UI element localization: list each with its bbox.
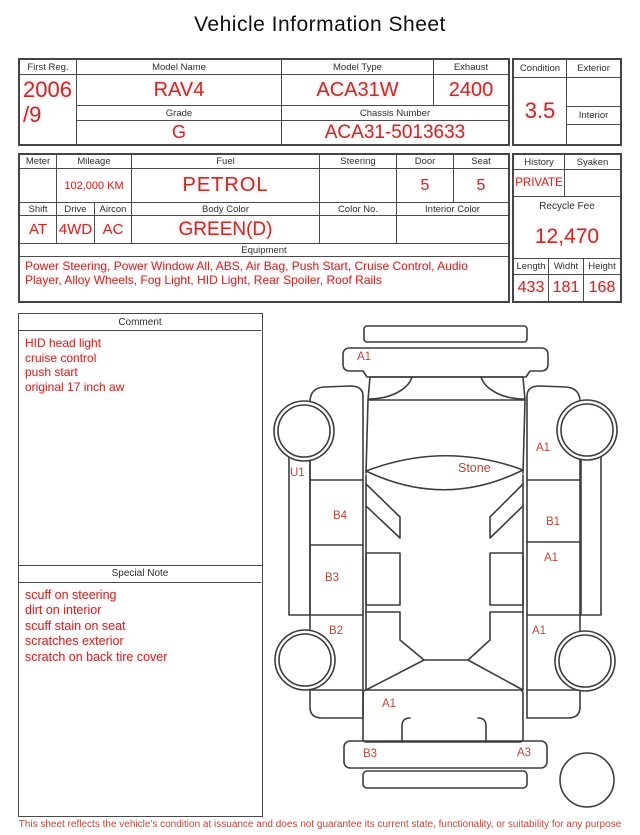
grade-label: Grade [77,106,282,121]
chassis-number-value: ACA31-5013633 [324,121,466,143]
condition-label: Condition [514,60,567,78]
interior-color-label: Interior Color [397,203,508,216]
special-note-line: scratch on back tire cover [25,649,168,664]
history-value: PRIVATE [514,170,565,197]
meter-value [20,169,57,203]
damage-label-rear-bumper-right: A3 [517,747,532,759]
top-info-table [18,58,510,146]
special-note-box [18,565,263,818]
height-label: Height [584,259,620,275]
left-rear-fender-shape [310,690,363,718]
front-right-wheel-icon [557,400,617,460]
chassis-number-label: Chassis Number [282,106,508,121]
front-left-wheel-icon [274,401,334,461]
exhaust-value: 2400 [434,75,508,106]
right-a-pillar-shape [490,484,523,538]
comment-text [19,331,261,399]
disclaimer-text: This sheet reflects the vehicle's condition at issuance and does not guarantee its current state, functionality, or suitability for any purpose [18,819,622,830]
damage-label-right-front-door: B1 [546,516,561,528]
special-note-line: scratches exterior [25,634,124,648]
length-value: 433 [514,275,549,301]
special-note-line: dirt on interior [25,603,102,617]
front-bumper-shape [343,348,548,377]
shift-label: Shift [20,203,57,216]
recycle-fee-value: 12,470 [514,215,620,259]
length-label: Length [514,259,549,275]
recycle-fee-label: Recycle Fee [539,200,595,212]
right-roof-rail-shape [490,553,523,605]
body-color-label: Body Color [132,203,320,216]
rear-glass-shape [468,660,523,690]
condition-value: 3.5 [514,78,567,144]
damage-label-right-rear-fender: A1 [532,625,547,637]
exhaust-label: Exhaust [434,60,508,75]
rear-bumper-lower-shape [363,771,527,788]
drive-value: 4WD [57,216,95,244]
left-headlight-arc [369,377,412,399]
model-type-label: Model Type [282,60,434,75]
left-sill-shape [289,457,310,615]
page-title: Vehicle Information Sheet [194,13,446,36]
door-label: Door [397,155,454,169]
right-sill-shape [581,457,601,615]
syaken-label: Syaken [565,155,620,170]
comment-line: cruise control [25,350,97,365]
door-value: 5 [397,169,454,203]
comment-line: original 17 inch aw [25,379,125,394]
first-reg-year: 2006 [23,77,72,102]
damage-label-front-bumper: A1 [357,351,372,363]
grade-value: G [77,121,282,144]
special-note-label: Special Note [19,566,261,583]
car-damage-diagram [268,318,620,814]
left-roof-rail-shape [366,553,400,605]
damage-label-left-sill: U1 [290,467,305,479]
special-note-line: scuff on steering [25,587,117,602]
width-value: 181 [549,275,584,301]
first-reg-value [20,75,77,144]
model-type-value: ACA31W [282,75,434,106]
comment-line: HID head light [25,336,102,350]
condition-table [512,58,622,146]
windshield-shape [366,456,523,490]
rear-pillar-shape [366,612,523,660]
right-rear-fender-shape [527,690,580,718]
color-no-value [320,216,397,244]
comment-box [18,313,263,566]
color-no-label: Color No. [320,203,397,216]
damage-label-rear-bumper-left: B3 [363,748,378,760]
interior-value [567,125,620,144]
rear-left-wheel-icon [275,630,335,690]
model-name-value: RAV4 [77,75,282,106]
height-value: 168 [588,279,616,296]
comment-line: push start [25,365,78,379]
steering-value [320,169,397,203]
exterior-value [567,78,620,107]
history-table [512,153,622,303]
aircon-value: AC [95,216,132,244]
fuel-value: PETROL [132,169,320,203]
shift-value: AT [20,216,57,244]
steering-label: Steering [320,155,397,169]
interior-color-value [397,216,508,244]
special-note-text [19,583,261,671]
spare-tire-icon [560,753,614,807]
damage-label-left-rear-door: B3 [325,572,340,584]
right-headlight-arc [481,377,524,399]
fuel-label: Fuel [132,155,320,169]
comment-label: Comment [19,314,261,331]
exterior-label: Exterior [567,60,620,78]
damage-label-right-rear-door: A1 [544,552,559,564]
first-reg-label: First Reg. [20,60,77,75]
aircon-label: Aircon [95,203,132,216]
equipment-label: Equipment [20,244,508,257]
left-a-pillar-shape [366,484,400,538]
syaken-value [565,170,620,197]
damage-label-windshield-stone: Stone [458,461,491,475]
meter-label: Meter [20,155,57,169]
special-note-line: scuff stain on seat [25,618,126,633]
damage-label-left-rear-fender: B2 [329,625,344,637]
damage-label-right-front-fender: A1 [536,442,551,454]
history-label: History [514,155,565,170]
seat-value: 5 [454,169,508,203]
damage-label-trunk: A1 [382,698,397,710]
front-bumper-top-shape [364,326,527,342]
equipment-value: Power Steering, Power Window All, ABS, Air Bag, Push Start, Cruise Control, Audio Player, Alloy Wheels, Fog Light, HID Light, Rear Spoiler, Roof Rails [25,259,468,287]
width-label: Widht [549,259,584,275]
body-color-value: GREEN(D) [132,216,320,244]
seat-label: Seat [454,155,508,169]
hood-shape [368,377,525,400]
rear-right-wheel-icon [555,631,615,691]
mileage-label: Mileage [57,155,132,169]
model-name-label: Model Name [77,60,282,75]
first-reg-month: /9 [23,102,42,127]
mileage-value: 102,000 KM [57,169,132,203]
drive-label: Drive [57,203,95,216]
damage-label-left-front-door: B4 [333,510,348,522]
interior-label: Interior [567,107,620,125]
spec-table [18,153,510,303]
